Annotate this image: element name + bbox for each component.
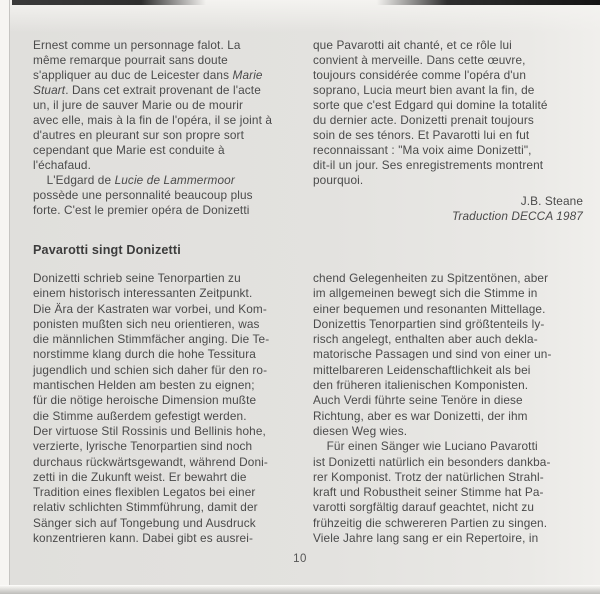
section-heading: Pavarotti singt Donizetti: [33, 243, 181, 257]
french-text-column-left: Ernest comme un personnage falot. La même remarque pourrait sans doute s'appliquer au duc de Leicester dans Marie Stuart. Dans cet extrait provenant de l'acte un, il jure de sauver Marie ou de mourir avec elle, mais à la fin de l'opéra, il se joint à d'autres en pleurant sur son propre sort cependant que Marie est conduite à l'échafaud. L'Edgard de Lucie de Lammermoor possède une personnalité beaucoup plus forte. C'est le premier opéra de Donizetti: [33, 38, 273, 217]
german-text-column-left: Donizetti schrieb seine Tenorpartien zu einem historisch interessanten Zeitpunkt. Die Ära der Kastraten war vorbei, und Kom- ponisten mußten sich neu orientieren, was die männlichen Stimmfächer anging. Die Te- norstimme klang durch die hohe Tessitura jugendlich und schien sich daher für den ro- mantischen Helden am besten zu eignen; für die nötige heroische Dimension mußte die Stimme außerdem gefestigt werden. Der virtuose Stil Rossinis und Bellinis hohe, verzierte, lyrische Tenorpartien sind noch durchaus rückwärtsgewandt, während Doni- zetti in die Zukunft weist. Er bewahrt die Tradition eines flexiblen Legatos bei einer relativ schlichten Stimmführung, damit der Sänger sich auf Tongebung und Ausdruck konzentrieren kann. Dabei gibt es ausrei-: [33, 271, 270, 546]
scan-edge-top: [12, 0, 600, 5]
french-text-right-body: que Pavarotti ait chanté, et ce rôle lui convient à merveille. Dans cette œuvre, toujours considérée comme l'opéra d'un soprano, Lucia meurt bien avant la fin, de sorte que c'est Edgard qui domine la totalité du dernier acte. Donizetti prenait toujours soin de ses ténors. Et Pavarotti lui en fut reconnaissant : "Ma voix aime Donizetti", dit-il un jour. Ses enregistrements montrent pourquoi.: [313, 38, 548, 187]
scan-edge-bottom: [0, 585, 600, 594]
scan-edge-left: [0, 0, 10, 594]
page-number: 10: [293, 553, 307, 565]
french-text-column-right: [313, 38, 583, 224]
translator-credit: J.B. Steane Traduction DECCA 1987: [451, 194, 583, 223]
german-text-column-right: chend Gelegenheiten zu Spitzentönen, aber im allgemeinen bewegt sich die Stimme in einer bequemen und resonanten Mittellage. Donizettis Tenorpartien sind größtenteils ly- risch angelegt, enthalten aber auch dekla- matorische Passagen und sind von einer un- mittelbareren Leidenschaftlichkeit als bei den früheren italienischen Komponisten. Auch Verdi führte seine Tenöre in diese Richtung, aber es war Donizetti, der ihm diesen Weg wies. Für einen Sänger wie Luciano Pavarotti ist Donizetti natürlich ein besonders dankba- rer Komponist. Trotz der natürlichen Strahl- kraft und Robustheit seiner Stimme hat Pa- varotti sorgfältig darauf geachtet, nicht zu frühzeitig die schwereren Partien zu singen. Viele Jahre lang sang er ein Repertoire, in: [313, 271, 552, 546]
